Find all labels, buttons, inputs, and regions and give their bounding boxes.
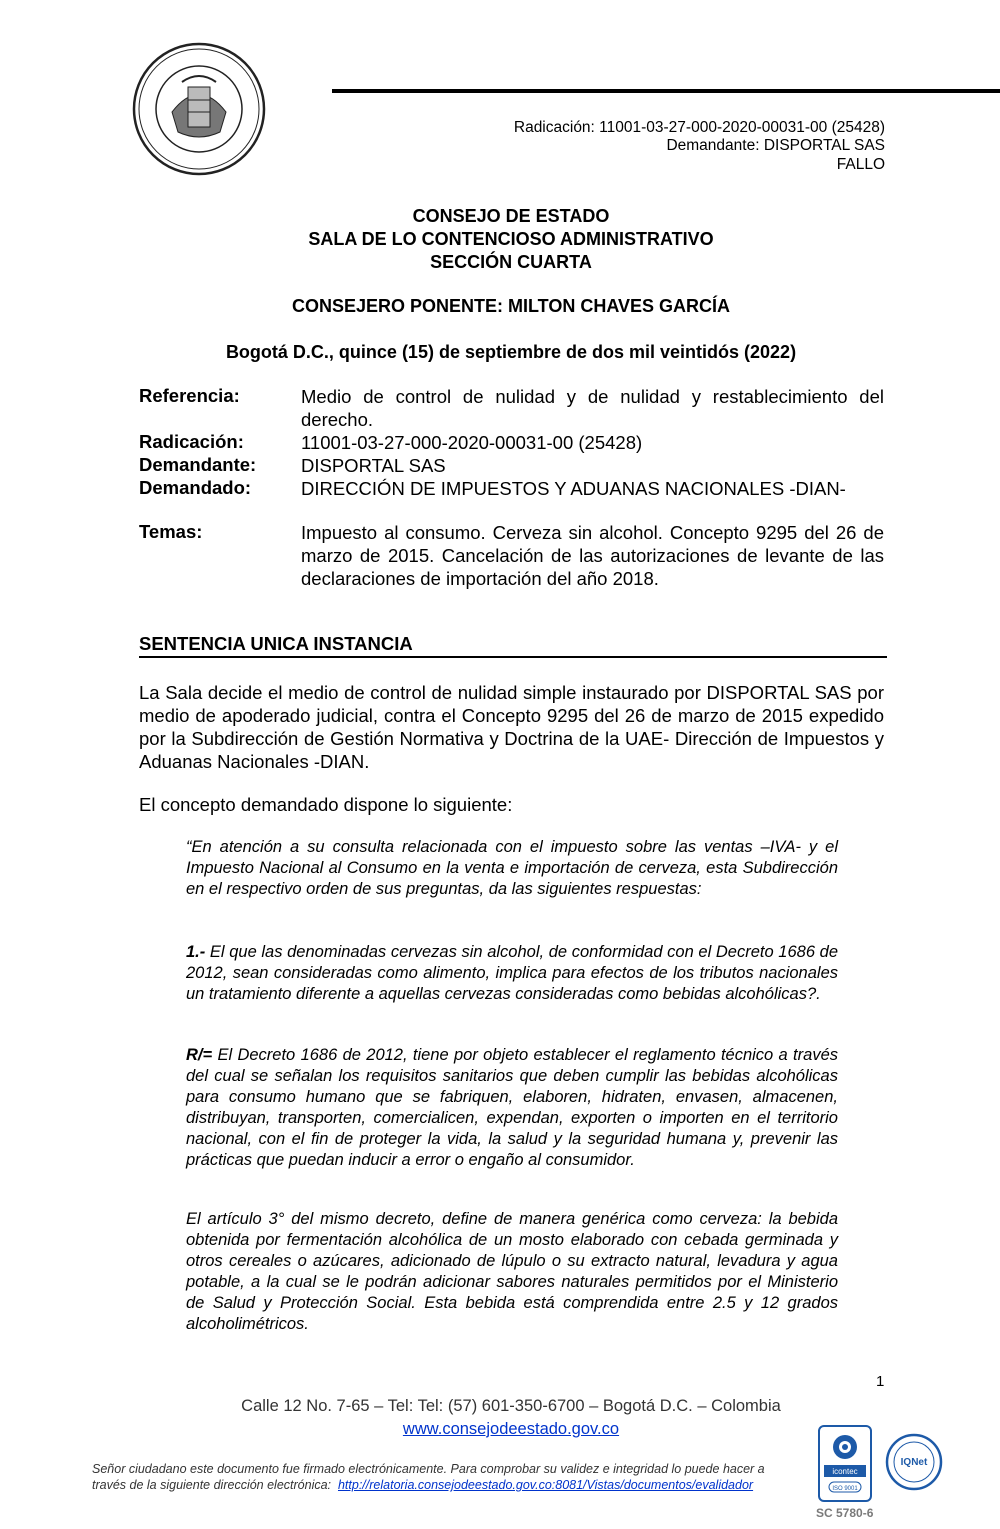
referencia-value-line2: derecho. xyxy=(301,409,373,430)
radicacion-label: Radicación: xyxy=(139,431,244,452)
header-demandante: Demandante: DISPORTAL SAS xyxy=(666,137,885,154)
icontec-badge xyxy=(818,1425,872,1502)
chamber-name: SALA DE LO CONTENCIOSO ADMINISTRATIVO xyxy=(308,229,714,249)
sentencia-heading: SENTENCIA UNICA INSTANCIA xyxy=(139,633,887,658)
body-paragraph-2: El concepto demandado dispone lo siguiente: xyxy=(139,794,513,815)
document-date: Bogotá D.C., quince (15) de septiembre de dos mil veintidós (2022) xyxy=(225,342,797,362)
demandado-value: DIRECCIÓN DE IMPUESTOS Y ADUANAS NACIONALES -DIAN- xyxy=(301,478,846,499)
notice-line-2 xyxy=(92,1478,753,1492)
demandado-label: Demandado: xyxy=(139,477,252,498)
temas-label: Temas: xyxy=(139,521,203,542)
iqnet-badge-icon xyxy=(885,1433,943,1491)
section-name: SECCIÓN CUARTA xyxy=(430,252,592,272)
footer-website-link[interactable]: www.consejodeestado.gov.co xyxy=(402,1420,620,1438)
body-paragraph-1: La Sala decide el medio de control de nulidad simple instaurado por DISPORTAL SAS por medio de apoderado judicial, contra el Concepto 9295 del 26 de marzo de 2015 expedido por la Subdirección de Gestión Normativa y Doctrina de la UAE- Dirección de Impuestos y Aduanas Nacionales -DIAN. xyxy=(139,682,884,772)
court-name: CONSEJO DE ESTADO xyxy=(412,206,610,226)
header-radicacion: Radicación: 11001-03-27-000-2020-00031-00 (25428) xyxy=(513,119,885,136)
demandante-label: Demandante: xyxy=(139,454,257,475)
demandante-value: DISPORTAL SAS xyxy=(301,455,446,476)
header-fallo: FALLO xyxy=(836,156,885,173)
quote-3-text: El Decreto 1686 de 2012, tiene por objeto establecer el reglamento técnico a través del cual se señalan los requisitos sanitarios que deben cumplir las bebidas alcohólicas para consumo humano que se fabriquen, elaboren, hidraten, envasen, almacenen, distribuyan, transporten, comercialicen, expendan, exporten o importen en el territorio nacional, con el fin de proteger la vida, la salud y la seguridad humana y, prevenir las prácticas que puedan inducir a error o engaño al consumidor. xyxy=(186,1046,838,1169)
notice-line-1: Señor ciudadano este documento fue firmado electrónicamente. Para comprobar su validez e integridad lo puede hacer a xyxy=(92,1462,765,1476)
quote-paragraph-2 xyxy=(186,942,838,1005)
iqnet-label: IQNet xyxy=(900,1457,928,1468)
validator-link[interactable]: http://relatoria.consejodeestado.gov.co:8081/Vistas/documentos/evalidador xyxy=(337,1478,754,1492)
icontec-label: icontec xyxy=(832,1467,858,1476)
referencia-label: Referencia: xyxy=(139,385,240,406)
quote-2-text: El que las denominadas cervezas sin alcohol, de conformidad con el Decreto 1686 de 2012, sean consideradas como alimento, implica para efectos de los tributos nacionales un tratamiento diferente a aquellas cervezas consideradas como bebidas alcohólicas?. xyxy=(186,943,838,1003)
certification-code: SC 5780-6 xyxy=(816,1506,874,1520)
quote-2-lead: 1.- xyxy=(186,943,206,961)
ponente: CONSEJERO PONENTE: MILTON CHAVES GARCÍA xyxy=(291,296,731,316)
quote-paragraph-1: “En atención a su consulta relacionada con el impuesto sobre las ventas –IVA- y el Impuesto Nacional al Consumo en la venta e importación de cerveza, esta Subdirección en el respectivo orden de sus preguntas, da las siguientes respuestas: xyxy=(186,838,838,898)
quote-paragraph-4: El artículo 3° del mismo decreto, define de manera genérica como cerveza: la bebida obtenida por fermentación alcohólica de un mosto elaborado con cebada germinada y otros cereales o azúcares, adicionado de lúpulo o su extracto natural, levadura y agua potable, a la cual se le podrán adicionar sabores naturales permitidos por el Ministerio de Salud y Protección Social. Esta bebida está comprendida entre 2.5 y 12 grados alcoholimétricos. xyxy=(186,1210,838,1333)
page-number: 1 xyxy=(876,1373,885,1390)
notice-line-2-text: través de la siguiente dirección electrónica: xyxy=(92,1478,332,1492)
consejo-de-estado-seal xyxy=(132,42,266,176)
temas-value: Impuesto al consumo. Cerveza sin alcohol. Concepto 9295 del 26 de marzo de 2015. Cancelación de las autorizaciones de levante de las declaraciones de importación del año 2018. xyxy=(301,522,884,589)
iso-label: ISO 9001 xyxy=(832,1486,858,1492)
radicacion-value: 11001-03-27-000-2020-00031-00 (25428) xyxy=(301,432,643,453)
icontec-logo-icon xyxy=(820,1427,870,1500)
quote-3-lead: R/= xyxy=(186,1046,213,1064)
referencia-value-line1: Medio de control de nulidad y de nulidad y restablecimiento del xyxy=(301,386,884,407)
footer-address: Calle 12 No. 7-65 – Tel: Tel: (57) 601-350-6700 – Bogotá D.C. – Colombia xyxy=(241,1397,781,1415)
header-rule xyxy=(332,89,1000,93)
quote-paragraph-3 xyxy=(186,1045,838,1171)
